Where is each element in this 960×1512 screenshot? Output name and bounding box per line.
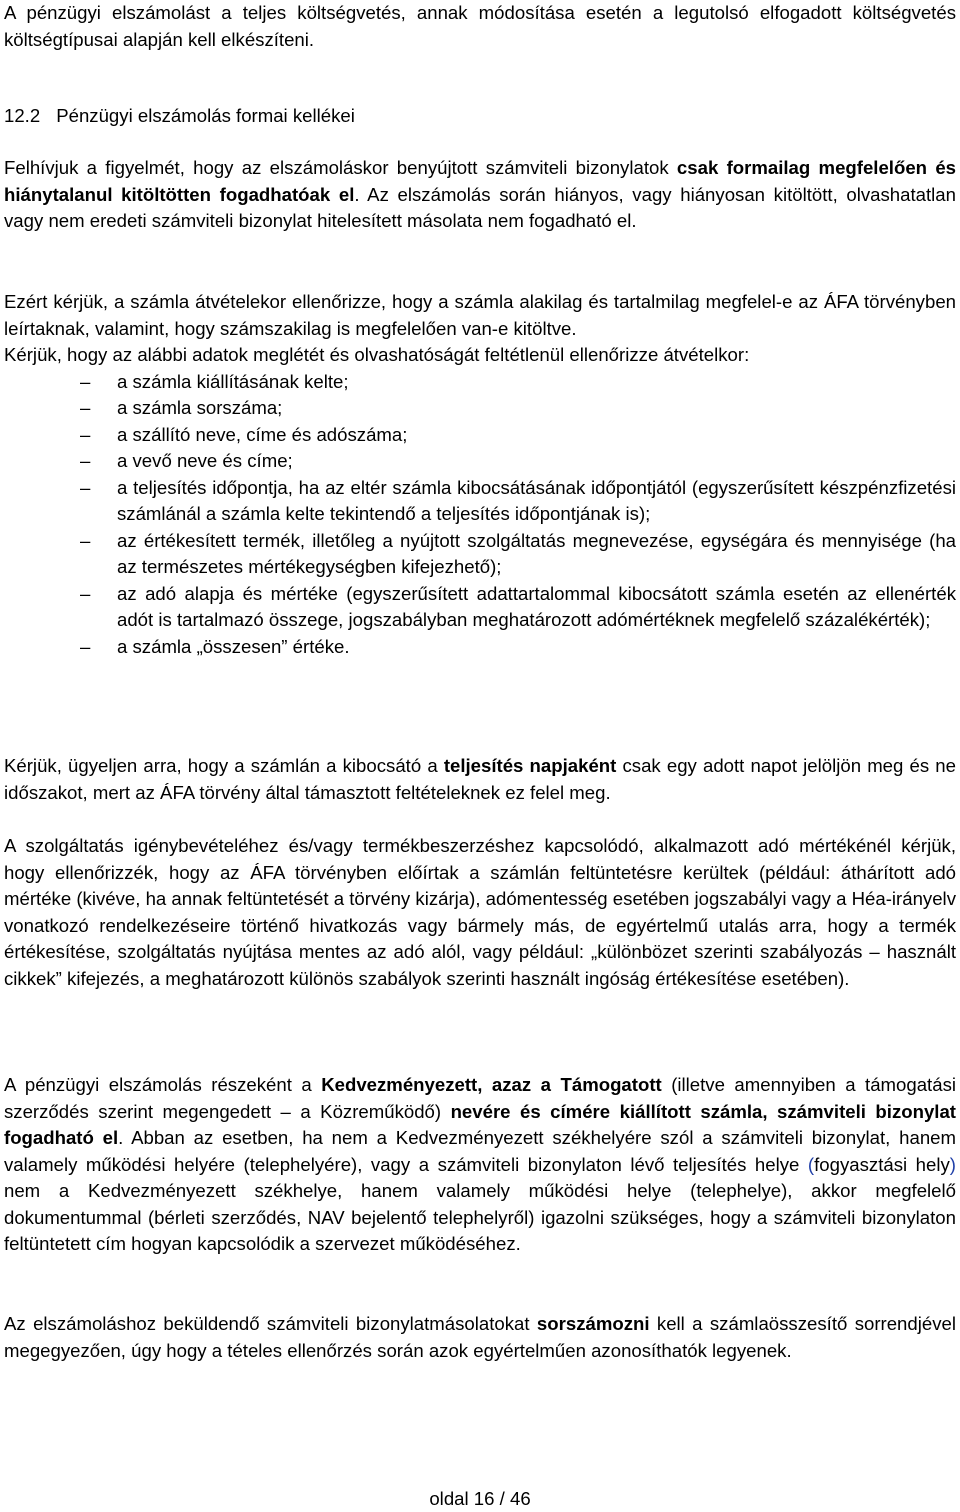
paragraph-beneficiary-text-3: . Abban az esetben, ha nem a Kedvezményezett székhelyére szól a számviteli bizonylat, hanem valamely működési helyére (telephelyére), vagy a számviteli bizonylaton lévő teljesítés helye bbox=[4, 1127, 956, 1175]
list-item bbox=[4, 422, 956, 449]
paragraph-beneficiary bbox=[4, 1072, 956, 1258]
paragraph-beneficiary-paren-close: ) bbox=[949, 1153, 956, 1175]
list-item-text: az adó alapja és mértéke (egyszerűsített adattartalommal kibocsátott számla esetén az ellenérték adót is tartalmazó összege, jogszabályban meghatározott adómértéknek megfelelő százalékérték); bbox=[117, 582, 956, 630]
list-item-text: a vevő neve és címe; bbox=[117, 450, 293, 471]
list-item bbox=[4, 448, 956, 475]
paragraph-performance-date-text: Kérjük, ügyeljen arra, hogy a számlán a kibocsátó a bbox=[4, 755, 444, 776]
paragraph-beneficiary-paren-open: ( bbox=[807, 1153, 815, 1175]
list-item-text: a teljesítés időpontja, ha az eltér számla kibocsátásának időpontjától (egyszerűsített készpénzfizetési számlánál a számla kelte tekintendő a teljesítés időpontjának is); bbox=[117, 476, 956, 524]
section-number: 12.2 bbox=[4, 105, 41, 126]
paragraph-beneficiary-bold-1: Kedvezményezett, azaz a Támogatott bbox=[321, 1074, 662, 1095]
list-item bbox=[4, 528, 956, 581]
paragraph-beneficiary-bold-2: nevére és címére kiállított számla, számviteli bizonylat fogadható el bbox=[4, 1100, 956, 1148]
dash-marker: – bbox=[80, 635, 91, 657]
document-page bbox=[4, 0, 956, 1509]
paragraph-check-text bbox=[4, 289, 956, 342]
paragraph-performance-date-text-end: csak egy adott napot jelöljön meg és ne időszakot, mert az ÁFA törvény által támasztott feltételeknek ez felel meg. bbox=[4, 755, 956, 803]
section-title: Pénzügyi elszámolás formai kellékei bbox=[56, 105, 355, 126]
paragraph-vat-rate bbox=[4, 833, 956, 992]
list-item-text: a számla kiállításának kelte; bbox=[117, 370, 349, 392]
paragraph-acceptance-text-end: . Az elszámolás során hiányos, vagy hiányosan kitöltött, olvashatatlan vagy nem eredeti számviteli bizonylat hitelesített másolata nem fogadható el. bbox=[4, 183, 956, 231]
paragraph-acceptance bbox=[4, 155, 956, 235]
paragraph-beneficiary-text-1: A pénzügyi elszámolás részeként a bbox=[4, 1074, 322, 1095]
paragraph-acceptance-text: Felhívjuk a figyelmét, hogy az elszámoláskor benyújtott számviteli bizonylatok bbox=[4, 157, 677, 178]
paragraph-vat-rate-text: A szolgáltatás igénybevételéhez és/vagy termékbeszerzéshez kapcsolódó, alkalmazott adó mértékénél kérjük, hogy ellenőrizzék, hogy az ÁFA törvényben előírtak a számlán feltüntetésre kerültek (például: áthárított adó mértéke (kivéve, ha annak feltüntetését a törvény kizárja), adómentesség esetében jogszabályi vagy a Héa-irányelv vonatkozó rendelkezéseire történő hivatkozás vagy bármely más, de egyértelmű utalás arra, hogy a termék értékesítése, szolgáltatás nyújtása mentes az adó alól, vagy például: „különbözet szerinti szabályozás – használt cikkek” kifejezés, a meghatározott különös szabályok szerinti használt ingóság értékesítése esetében). bbox=[4, 835, 956, 989]
page-number-footer: oldal 16 / 46 bbox=[429, 1488, 531, 1509]
list-item-text: a szállító neve, címe és adószáma; bbox=[117, 423, 408, 445]
dash-marker: – bbox=[80, 397, 91, 418]
paragraph-numbering-text-end: kell a számlaösszesítő sorrendjével megegyezően, úgy hogy a tételes ellenőrzés során azok egyértelműen azonosíthatók legyenek. bbox=[4, 1313, 956, 1361]
dash-marker: – bbox=[80, 370, 91, 392]
list-item bbox=[4, 634, 956, 661]
paragraph-numbering bbox=[4, 1311, 956, 1364]
dash-marker: – bbox=[80, 476, 91, 498]
dash-marker: – bbox=[80, 529, 91, 551]
list-item bbox=[4, 475, 956, 528]
paragraph-beneficiary-text-4: nem a Kedvezményezett székhelye, hanem valamely működési helye (telephelye), akkor megfelelő dokumentummal (bérleti szerződés, NAV bejelentő telephelyről) igazolni szükséges, hogy a számviteli bizonylaton feltüntetett cím hogyan kapcsolódik a szervezet működéséhez. bbox=[4, 1180, 956, 1254]
paragraph-numbering-text: Az elszámoláshoz beküldendő számviteli bizonylatmásolatokat bbox=[4, 1313, 537, 1334]
section-heading bbox=[4, 103, 956, 130]
list-item-text: a számla „összesen” értéke. bbox=[117, 635, 350, 657]
list-item-text: az értékesített termék, illetőleg a nyújtott szolgáltatás megnevezése, egységára és mennyisége (ha az természetes mértékegységben kifejezhető); bbox=[117, 529, 956, 577]
paragraph-numbering-bold: sorszámozni bbox=[536, 1313, 650, 1334]
list-item bbox=[4, 581, 956, 634]
paragraph-check-intro bbox=[4, 342, 956, 369]
paragraph-beneficiary-consumption-place: fogyasztási hely bbox=[814, 1153, 950, 1175]
list-item bbox=[4, 369, 956, 396]
paragraph-performance-date-bold: teljesítés napjaként bbox=[443, 755, 617, 776]
dash-marker: – bbox=[80, 423, 91, 445]
invoice-requirements-list bbox=[4, 369, 956, 661]
paragraph-performance-date bbox=[4, 753, 956, 806]
dash-marker: – bbox=[80, 582, 91, 604]
intro-paragraph bbox=[4, 0, 956, 53]
intro-text: A pénzügyi elszámolást a teljes költségvetés, annak módosítása esetén a legutolsó elfogadott költségvetés költségtípusai alapján kell elkészíteni. bbox=[4, 2, 956, 50]
paragraph-beneficiary-text-2: (illetve amennyiben a támogatási szerződés szerint megengedett – a Közreműködő) bbox=[4, 1074, 956, 1122]
list-item bbox=[4, 395, 956, 422]
paragraph-acceptance-bold: csak formailag megfelelően és hiánytalanul kitöltötten fogadhatóak el bbox=[4, 157, 956, 205]
paragraph-check bbox=[4, 289, 956, 660]
list-item-text: a számla sorszáma; bbox=[117, 397, 283, 418]
paragraph-check-sentence: Ezért kérjük, a számla átvételekor ellenőrizze, hogy a számla alakilag és tartalmilag megfelel-e az ÁFA törvényben leírtaknak, valamint, hogy számszakilag is megfelelően van-e kitöltve. bbox=[4, 291, 956, 339]
paragraph-check-request: Kérjük, hogy az alábbi adatok meglétét és olvashatóságát feltétlenül ellenőrizze átvételkor: bbox=[4, 344, 750, 365]
dash-marker: – bbox=[80, 450, 91, 471]
